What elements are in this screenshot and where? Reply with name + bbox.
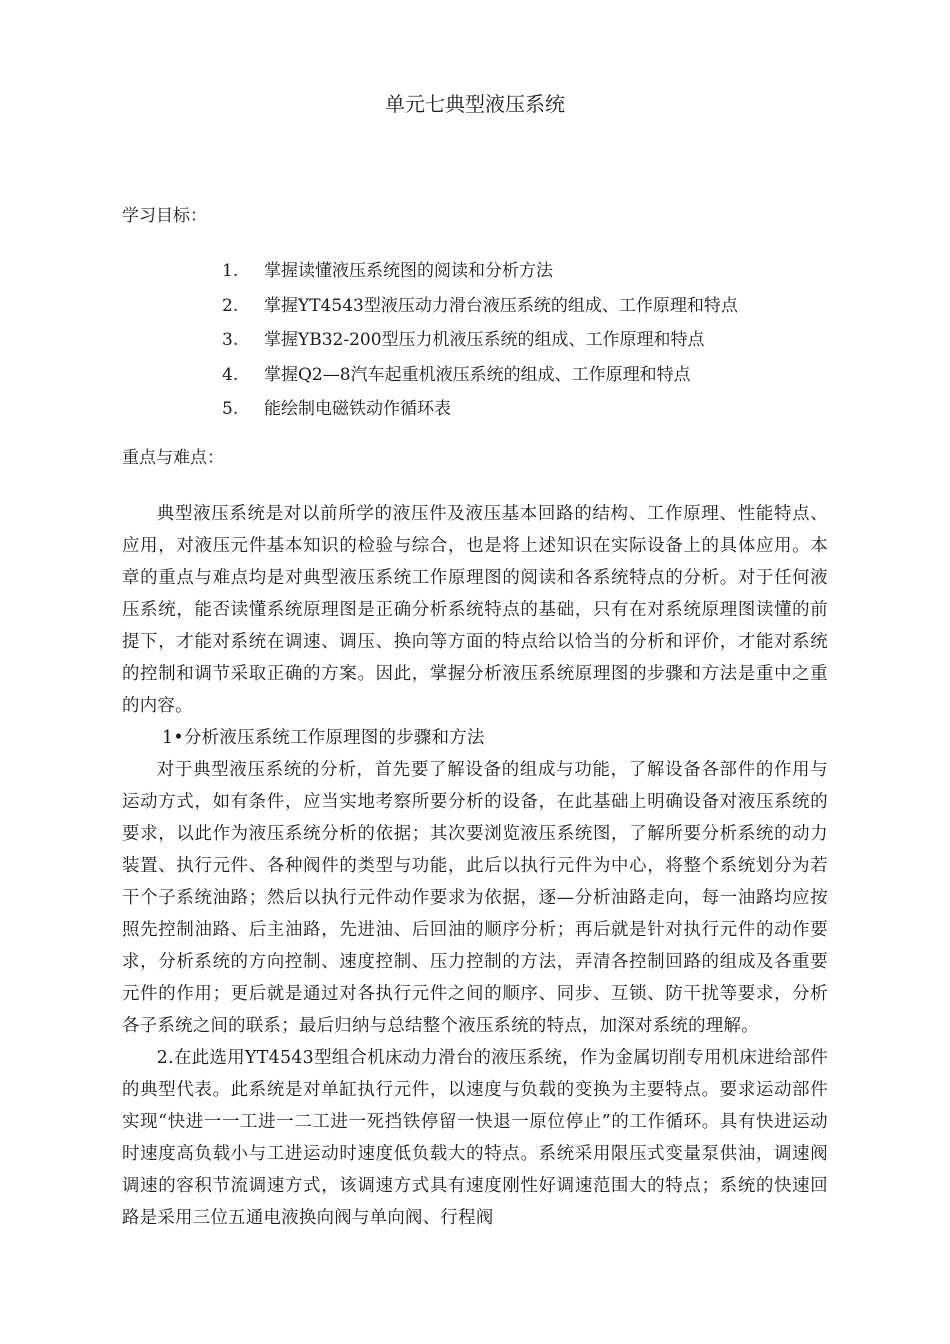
item-number: 4. [222, 364, 239, 385]
paragraph-intro: 典型液压系统是对以前所学的液压件及液压基本回路的结构、工作原理、性能特点、应用，对液压元件基本知识的检验与综合，也是将上述知识在实际设备上的具体应用。本章的重点与难点均是对典型液压系统工作原理图的阅读和各系统特点的分析。对于任何液压系统，能否读懂系统原理图是正确分析系统特点的基础，只有在对系统原理图读懂的前提下，才能对系统在调速、调压、换向等方面的特点给以恰当的分析和评价，才能对系统的控制和调节采取正确的方案。因此，掌握分析液压系统原理图的步骤和方法是重中之重的内容。 [122, 504, 828, 716]
paragraph-analysis: 对于典型液压系统的分析，首先要了解设备的组成与功能，了解设备各部件的作用与运动方式，如有条件，应当实地考察所要分析的设备，在此基础上明确设备对液压系统的要求，以此作为液压系统分析的依据；其次要浏览液压系统图，了解所要分析系统的动力装置、执行元件、各种阀件的类型与功能，此后以执行元件为中心，将整个系统划分为若干个子系统油路；然后以执行元件动作要求为依据，逐—分析油路走向，每一油路均应按照先控制油路、后主油路，先进油、后回油的顺序分析；再后就是针对执行元件的动作要求，分析系统的方向控制、速度控制、压力控制的方法，弄清各控制回路的组成及各重要元件的作用；更后就是通过对各执行元件之间的顺序、同步、互锁、防干扰等要求，分析各子系统之间的联系；最后归纳与总结整个液压系统的特点，加深对系统的理解。 [122, 760, 828, 1036]
list-item [222, 394, 862, 429]
list-item [222, 360, 862, 395]
list-item [222, 291, 862, 326]
item-text: 能绘制电磁铁动作循环表 [264, 399, 451, 419]
item-number: 5. [222, 399, 239, 419]
item-text: 掌握Q2—8汽车起重机液压系统的组成、工作原理和特点 [264, 364, 691, 385]
item-number: 3. [222, 330, 239, 350]
page-title: 单元七典型液压系统 [385, 92, 565, 116]
item-number: 2. [222, 295, 239, 316]
objectives-list [222, 256, 862, 429]
paragraph-example: 2.在此选用YT4543型组合机床动力滑台的液压系统，作为金属切削专用机床进给部件的典型代表。此系统是对单缸执行元件，以速度与负载的变换为主要特点。要求运动部件实现“快进一一工进一二工进一死挡铁停留一快退一原位停止”的工作循环。具有快进运动时速度高负载小与工进运动时速度低负载大的特点。系统采用限压式变量泵供油，调速阀调速的容积节流调速方式，该调速方式具有速度刚性好调速范围大的特点；系统的快速回路是采用三位五通电液换向阀与单向阀、行程阀 [122, 1048, 828, 1228]
objectives-heading: 学习目标： [122, 206, 207, 226]
item-text: 掌握读懂液压系统图的阅读和分析方法 [264, 261, 553, 281]
paragraph-subheading: 1•分析液压系统工作原理图的步骤和方法 [162, 728, 485, 748]
keypoints-heading: 重点与难点： [122, 448, 224, 468]
item-number: 1. [222, 261, 239, 281]
item-text: 掌握YB32-200型压力机液压系统的组成、工作原理和特点 [264, 330, 705, 350]
list-item [222, 325, 862, 360]
list-item [222, 256, 862, 291]
body-text [122, 498, 828, 1234]
item-text: 掌握YT4543型液压动力滑台液压系统的组成、工作原理和特点 [264, 295, 738, 316]
